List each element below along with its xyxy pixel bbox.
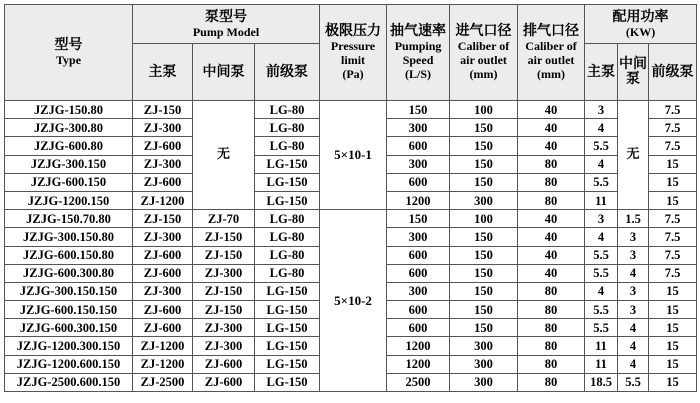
outlet-cell: 40 xyxy=(518,119,585,137)
outlet-cell: 40 xyxy=(518,246,585,264)
power-middle-cell: 3 xyxy=(618,301,649,319)
pressure-cell: 5×10-1 xyxy=(320,101,387,210)
power-main-header xyxy=(585,44,618,101)
table-header xyxy=(5,5,697,101)
type-cell: JZJG-300.150.80 xyxy=(5,228,133,246)
power-main-cell: 11 xyxy=(585,355,618,373)
outlet-header-cn: 排气口径 xyxy=(523,23,580,39)
power-middle-none-cell: 无 xyxy=(618,101,649,210)
outlet-cell: 80 xyxy=(518,173,585,191)
power-front-cell: 15 xyxy=(649,301,697,319)
speed-cell: 1200 xyxy=(387,191,450,209)
type-cell: JZJG-2500.600.150 xyxy=(5,373,133,391)
power-header-cn: 配用功率 xyxy=(612,8,669,25)
table-row xyxy=(5,210,697,228)
power-front-cell: 15 xyxy=(649,373,697,391)
type-cell: JZJG-600.300.80 xyxy=(5,264,133,282)
inlet-header-en: Caliber of air outlet xyxy=(457,39,510,67)
outlet-cell: 40 xyxy=(518,210,585,228)
speed-cell: 2500 xyxy=(387,373,450,391)
speed-cell: 1200 xyxy=(387,337,450,355)
power-main-cell: 4 xyxy=(585,155,618,173)
outlet-cell: 80 xyxy=(518,319,585,337)
middle-pump-cell: ZJ-150 xyxy=(193,228,255,246)
front-pump-header xyxy=(255,44,320,101)
power-front-cell: 15 xyxy=(649,355,697,373)
speed-cell: 600 xyxy=(387,301,450,319)
speed-cell: 150 xyxy=(387,101,450,119)
outlet-header-unit: (mm) xyxy=(537,67,566,81)
type-cell: JZJG-600.150.80 xyxy=(5,246,133,264)
main-pump-cell: ZJ-1200 xyxy=(133,191,193,209)
power-front-header xyxy=(649,44,697,101)
inlet-cell: 300 xyxy=(450,337,518,355)
power-middle-cell: 1.5 xyxy=(618,210,649,228)
middle-pump-cell: ZJ-150 xyxy=(193,246,255,264)
type-cell: JZJG-600.300.150 xyxy=(5,319,133,337)
middle-pump-cell: ZJ-300 xyxy=(193,337,255,355)
inlet-header-cn: 进气口径 xyxy=(455,23,512,39)
main-pump-cell: ZJ-600 xyxy=(133,264,193,282)
speed-cell: 150 xyxy=(387,210,450,228)
main-pump-cell: ZJ-600 xyxy=(133,301,193,319)
pump-spec-table xyxy=(4,4,697,392)
outlet-cell: 40 xyxy=(518,264,585,282)
speed-cell: 600 xyxy=(387,137,450,155)
outlet-cell: 80 xyxy=(518,355,585,373)
power-middle-cell: 5.5 xyxy=(618,373,649,391)
type-cell: JZJG-1200.150 xyxy=(5,191,133,209)
front-pump-cell: LG-150 xyxy=(255,191,320,209)
front-pump-cell: LG-150 xyxy=(255,319,320,337)
pump-model-header-cn: 泵型号 xyxy=(205,8,248,25)
table-row xyxy=(5,101,697,119)
power-main-cell: 11 xyxy=(585,337,618,355)
power-front-cell: 7.5 xyxy=(649,101,697,119)
main-pump-cell: ZJ-600 xyxy=(133,246,193,264)
outlet-header xyxy=(518,5,585,101)
power-middle-cell: 4 xyxy=(618,337,649,355)
front-pump-cell: LG-150 xyxy=(255,337,320,355)
inlet-cell: 300 xyxy=(450,373,518,391)
front-pump-cell: LG-80 xyxy=(255,101,320,119)
middle-pump-cell: ZJ-600 xyxy=(193,373,255,391)
inlet-cell: 300 xyxy=(450,355,518,373)
middle-pump-cell: ZJ-300 xyxy=(193,319,255,337)
front-pump-cell: LG-150 xyxy=(255,173,320,191)
power-middle-cell: 3 xyxy=(618,228,649,246)
outlet-cell: 80 xyxy=(518,155,585,173)
inlet-cell: 150 xyxy=(450,137,518,155)
main-pump-header-label: 主泵 xyxy=(148,63,177,80)
front-pump-cell: LG-150 xyxy=(255,355,320,373)
inlet-cell: 150 xyxy=(450,246,518,264)
power-front-cell: 7.5 xyxy=(649,246,697,264)
power-header xyxy=(585,5,697,44)
power-middle-cell: 3 xyxy=(618,282,649,300)
outlet-cell: 80 xyxy=(518,301,585,319)
middle-pump-cell: ZJ-300 xyxy=(193,264,255,282)
speed-header-en: Pumping Speed xyxy=(394,39,442,67)
power-middle-header xyxy=(618,44,649,101)
inlet-cell: 150 xyxy=(450,301,518,319)
main-pump-cell: ZJ-300 xyxy=(133,228,193,246)
speed-cell: 300 xyxy=(387,228,450,246)
main-pump-cell: ZJ-150 xyxy=(133,101,193,119)
middle-pump-cell: ZJ-150 xyxy=(193,282,255,300)
power-front-cell: 15 xyxy=(649,282,697,300)
outlet-cell: 80 xyxy=(518,191,585,209)
type-cell: JZJG-300.80 xyxy=(5,119,133,137)
middle-pump-cell: ZJ-150 xyxy=(193,301,255,319)
power-middle-cell: 4 xyxy=(618,319,649,337)
power-main-cell: 3 xyxy=(585,101,618,119)
outlet-cell: 80 xyxy=(518,373,585,391)
power-main-cell: 5.5 xyxy=(585,301,618,319)
power-main-header-label: 主泵 xyxy=(587,63,616,80)
outlet-cell: 40 xyxy=(518,101,585,119)
power-front-cell: 7.5 xyxy=(649,210,697,228)
speed-cell: 600 xyxy=(387,319,450,337)
main-pump-cell: ZJ-2500 xyxy=(133,373,193,391)
type-cell: JZJG-1200.600.150 xyxy=(5,355,133,373)
front-pump-cell: LG-80 xyxy=(255,228,320,246)
front-pump-cell: LG-150 xyxy=(255,155,320,173)
power-front-cell: 7.5 xyxy=(649,264,697,282)
front-pump-cell: LG-150 xyxy=(255,282,320,300)
power-front-header-label: 前级泵 xyxy=(651,63,694,80)
power-main-cell: 4 xyxy=(585,282,618,300)
inlet-cell: 150 xyxy=(450,155,518,173)
outlet-cell: 80 xyxy=(518,282,585,300)
pressure-header xyxy=(320,5,387,101)
power-middle-cell: 4 xyxy=(618,355,649,373)
pressure-header-unit: (Pa) xyxy=(342,67,364,81)
main-pump-cell: ZJ-150 xyxy=(133,210,193,228)
outlet-cell: 80 xyxy=(518,337,585,355)
middle-pump-none-cell: 无 xyxy=(193,101,255,210)
power-middle-cell: 3 xyxy=(618,246,649,264)
inlet-cell: 100 xyxy=(450,101,518,119)
power-front-cell: 7.5 xyxy=(649,137,697,155)
middle-pump-cell: ZJ-600 xyxy=(193,355,255,373)
inlet-cell: 100 xyxy=(450,210,518,228)
inlet-header-unit: (mm) xyxy=(469,67,498,81)
power-front-cell: 7.5 xyxy=(649,119,697,137)
speed-cell: 300 xyxy=(387,282,450,300)
inlet-cell: 300 xyxy=(450,191,518,209)
speed-header-cn: 抽气速率 xyxy=(390,23,447,39)
type-cell: JZJG-1200.300.150 xyxy=(5,337,133,355)
main-pump-cell: ZJ-300 xyxy=(133,119,193,137)
power-main-cell: 18.5 xyxy=(585,373,618,391)
speed-cell: 600 xyxy=(387,173,450,191)
table-body xyxy=(5,101,697,392)
pump-model-header xyxy=(133,5,320,44)
type-header-cn: 型号 xyxy=(54,37,83,53)
front-pump-cell: LG-80 xyxy=(255,137,320,155)
inlet-header xyxy=(450,5,518,101)
power-header-unit: (KW) xyxy=(625,24,656,39)
outlet-cell: 40 xyxy=(518,137,585,155)
main-pump-header xyxy=(133,44,193,101)
type-cell: JZJG-150.80 xyxy=(5,101,133,119)
main-pump-cell: ZJ-600 xyxy=(133,137,193,155)
power-main-cell: 4 xyxy=(585,119,618,137)
type-header-en: Type xyxy=(55,53,82,67)
main-pump-cell: ZJ-300 xyxy=(133,155,193,173)
main-pump-cell: ZJ-300 xyxy=(133,282,193,300)
speed-header-unit: (L/S) xyxy=(405,67,432,81)
speed-cell: 1200 xyxy=(387,355,450,373)
type-cell: JZJG-600.150 xyxy=(5,173,133,191)
front-pump-cell: LG-80 xyxy=(255,246,320,264)
outlet-header-en: Caliber of air outlet xyxy=(525,39,577,67)
pump-model-header-en: Pump Model xyxy=(192,24,260,39)
type-cell: JZJG-150.70.80 xyxy=(5,210,133,228)
type-cell: JZJG-300.150 xyxy=(5,155,133,173)
power-main-cell: 3 xyxy=(585,210,618,228)
power-front-cell: 15 xyxy=(649,155,697,173)
speed-cell: 600 xyxy=(387,264,450,282)
power-front-cell: 15 xyxy=(649,337,697,355)
power-main-cell: 5.5 xyxy=(585,264,618,282)
power-main-cell: 5.5 xyxy=(585,246,618,264)
front-pump-cell: LG-150 xyxy=(255,373,320,391)
speed-cell: 600 xyxy=(387,246,450,264)
inlet-cell: 150 xyxy=(450,228,518,246)
main-pump-cell: ZJ-600 xyxy=(133,173,193,191)
type-cell: JZJG-600.150.150 xyxy=(5,301,133,319)
middle-pump-header-label: 中间泵 xyxy=(202,63,245,80)
type-header xyxy=(5,5,133,101)
power-front-cell: 15 xyxy=(649,173,697,191)
type-cell: JZJG-600.80 xyxy=(5,137,133,155)
speed-header xyxy=(387,5,450,101)
inlet-cell: 150 xyxy=(450,264,518,282)
speed-cell: 300 xyxy=(387,155,450,173)
front-pump-cell: LG-80 xyxy=(255,264,320,282)
header-row-top xyxy=(5,5,697,44)
power-middle-cell: 4 xyxy=(618,264,649,282)
power-front-cell: 15 xyxy=(649,191,697,209)
type-cell: JZJG-300.150.150 xyxy=(5,282,133,300)
pressure-cell: 5×10-2 xyxy=(320,210,387,392)
power-front-cell: 15 xyxy=(649,319,697,337)
power-front-cell: 7.5 xyxy=(649,228,697,246)
main-pump-cell: ZJ-600 xyxy=(133,319,193,337)
power-main-cell: 5.5 xyxy=(585,137,618,155)
front-pump-cell: LG-80 xyxy=(255,119,320,137)
front-pump-cell: LG-150 xyxy=(255,301,320,319)
main-pump-cell: ZJ-1200 xyxy=(133,337,193,355)
inlet-cell: 150 xyxy=(450,282,518,300)
power-middle-header-label: 中间泵 xyxy=(619,56,648,87)
speed-cell: 300 xyxy=(387,119,450,137)
inlet-cell: 150 xyxy=(450,173,518,191)
pressure-header-cn: 极限压力 xyxy=(325,23,382,39)
power-main-cell: 5.5 xyxy=(585,319,618,337)
inlet-cell: 150 xyxy=(450,119,518,137)
outlet-cell: 40 xyxy=(518,228,585,246)
power-main-cell: 5.5 xyxy=(585,173,618,191)
pressure-header-en: Pressure limit xyxy=(330,39,376,67)
middle-pump-header xyxy=(193,44,255,101)
front-pump-cell: LG-80 xyxy=(255,210,320,228)
inlet-cell: 150 xyxy=(450,319,518,337)
middle-pump-cell: ZJ-70 xyxy=(193,210,255,228)
power-main-cell: 4 xyxy=(585,228,618,246)
power-main-cell: 11 xyxy=(585,191,618,209)
main-pump-cell: ZJ-1200 xyxy=(133,355,193,373)
front-pump-header-label: 前级泵 xyxy=(266,63,309,80)
